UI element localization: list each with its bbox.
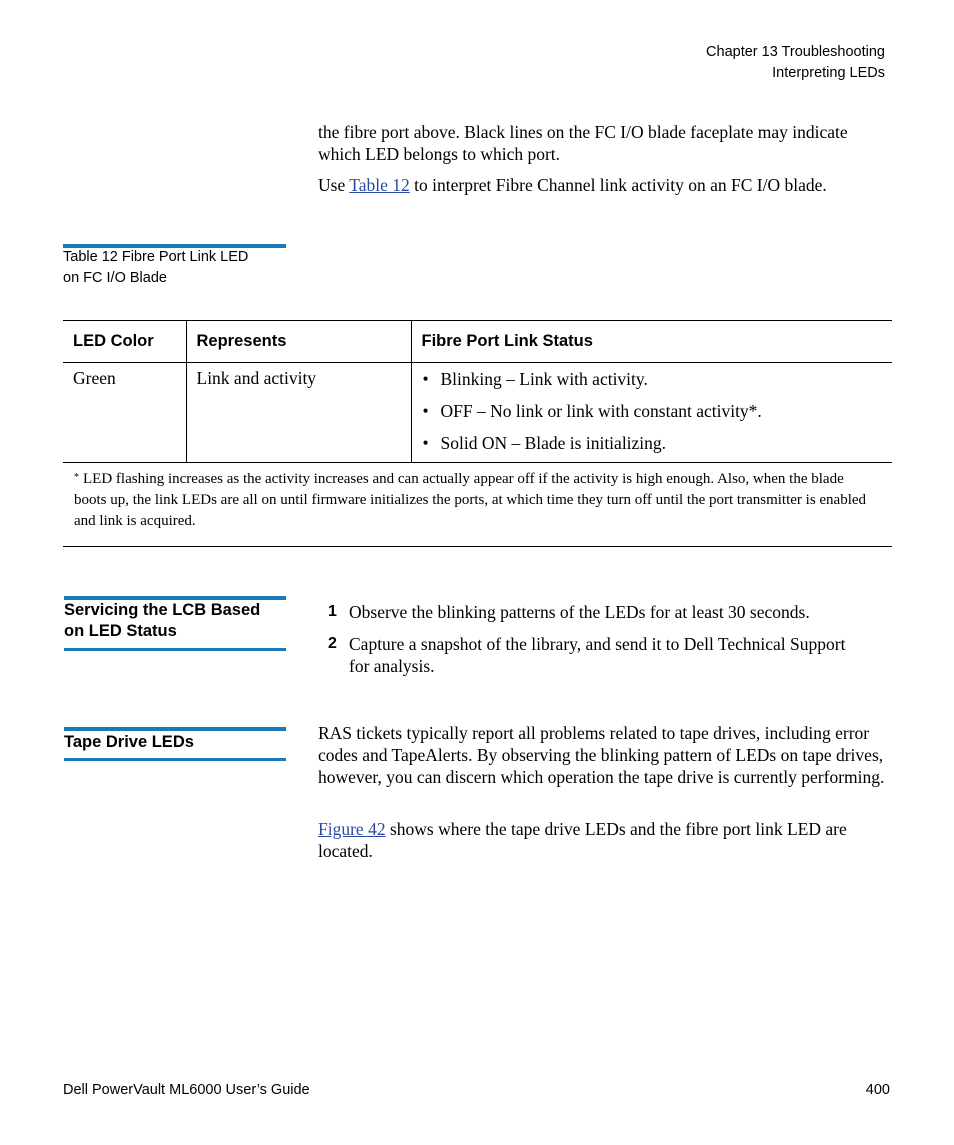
intro-text-after: to interpret Fibre Channel link activity on an FC I/O blade. xyxy=(409,175,827,195)
tape-heading-top-rule xyxy=(64,727,286,731)
tape-heading-bottom-rule xyxy=(64,758,286,761)
footnote-marker: * xyxy=(74,472,79,483)
bullet: • xyxy=(422,369,429,389)
tape-paragraph-2 xyxy=(318,818,890,862)
table-footnote xyxy=(74,469,874,532)
table-header-row xyxy=(63,321,892,363)
bullet: • xyxy=(422,401,429,421)
caption-line-1: Table 12 Fibre Port Link LED xyxy=(63,249,249,265)
table-row xyxy=(63,363,892,463)
column-header-led-color: LED Color xyxy=(63,321,186,363)
bullet: • xyxy=(422,433,429,453)
list-item: • Solid ON – Blade is initializing. xyxy=(422,433,667,453)
column-header-status: Fibre Port Link Status xyxy=(411,321,892,363)
step-number: 1 xyxy=(328,603,337,620)
intro-paragraph: the fibre port above. Black lines on the FC I/O blade faceplate may indicate which LED belongs to which port. xyxy=(318,122,848,164)
table-12-link[interactable]: Table 12 xyxy=(349,175,410,195)
step-1 xyxy=(328,601,869,623)
servicing-heading: Servicing the LCB Based on LED Status xyxy=(64,601,261,640)
list-item: • OFF – No link or link with constant activity*. xyxy=(422,401,762,421)
tape-text-after: shows where the tape drive LEDs and the fibre port link LED are located. xyxy=(318,819,847,861)
step-2 xyxy=(328,633,869,677)
status-list xyxy=(422,368,883,454)
servicing-heading-bottom-rule xyxy=(64,648,286,651)
tape-paragraph: RAS tickets typically report all problems related to tape drives, including error codes and TapeAlerts. By observing the blinking pattern of LEDs on tape drives, however, you can discern which operation the tape drive is currently performing. xyxy=(318,723,885,787)
caption-line-2: on FC I/O Blade xyxy=(63,270,167,286)
intro-paragraph-2 xyxy=(318,174,918,196)
cell-led-color: Green xyxy=(63,363,186,463)
running-header xyxy=(706,42,885,84)
page-number: 400 xyxy=(865,1082,890,1098)
figure-42-link[interactable]: Figure 42 xyxy=(318,819,386,839)
step-text: Capture a snapshot of the library, and send it to Dell Technical Support for analysis. xyxy=(349,634,846,676)
header-chapter: Chapter 13 Troubleshooting xyxy=(706,44,885,60)
step-number: 2 xyxy=(328,635,337,652)
step-text: Observe the blinking patterns of the LEDs for at least 30 seconds. xyxy=(349,602,810,622)
list-item: • Blinking – Link with activity. xyxy=(422,369,648,389)
cell-represents: Link and activity xyxy=(186,363,411,463)
intro-text-before: Use xyxy=(318,175,350,195)
tape-heading: Tape Drive LEDs xyxy=(64,733,194,751)
footnote-text: LED flashing increases as the activity increases and can actually appear off if the activity is high enough. Also, when the blade boots up, the link LEDs are all on until firmware initializes the ports, at which time they turn off until the port transmitter is enabled and link is acquired. xyxy=(74,471,867,529)
header-section: Interpreting LEDs xyxy=(772,65,885,81)
table-bottom-rule xyxy=(63,546,892,547)
fibre-port-led-table xyxy=(63,320,892,463)
footer-title: Dell PowerVault ML6000 User’s Guide xyxy=(63,1082,310,1098)
cell-status xyxy=(411,363,892,463)
column-header-represents: Represents xyxy=(186,321,411,363)
table-caption xyxy=(63,247,248,289)
